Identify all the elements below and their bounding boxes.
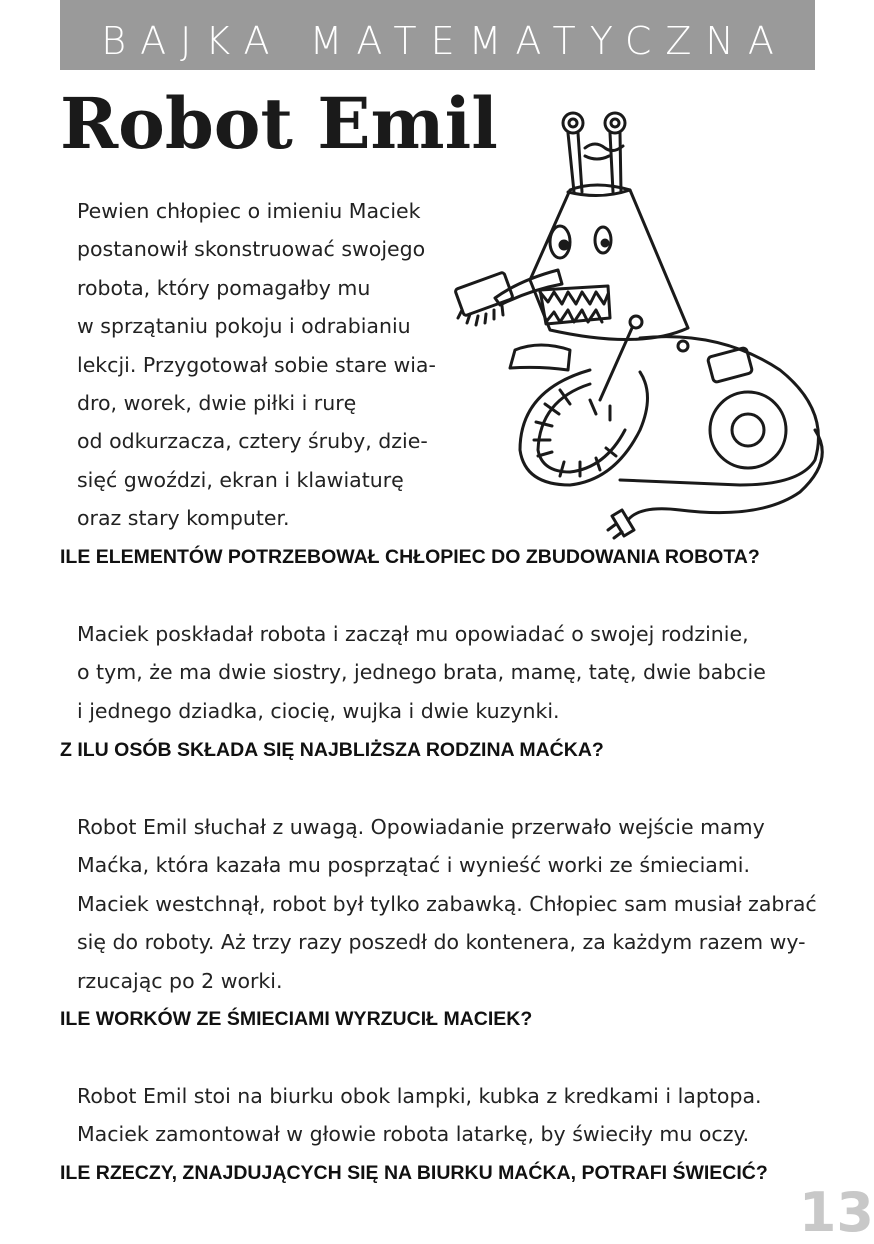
page-number: 13 <box>798 1181 874 1244</box>
text-line: dro, worek, dwie piłki i rurę <box>77 391 357 416</box>
story-paragraph-4 <box>77 1077 762 1154</box>
question-4: ILE RZECZY, ZNAJDUJĄCYCH SIĘ NA BIURKU MAĆKA, POTRAFI ŚWIECIĆ? <box>60 1162 768 1184</box>
story-paragraph-1 <box>77 192 436 538</box>
text-line: w sprzątaniu pokoju i odrabianiu <box>77 314 411 339</box>
text-line: o tym, że ma dwie siostry, jednego brata, mamę, tatę, dwie babcie <box>77 660 766 685</box>
text-line: postanowił skonstruować swojego <box>77 237 426 262</box>
story-title: Robot Emil <box>60 82 498 165</box>
text-line: i jednego dziadka, ciocię, wujka i dwie kuzynki. <box>77 698 560 723</box>
text-line: Pewien chłopiec o imieniu Maciek <box>77 199 421 223</box>
text-line: się do roboty. Aż trzy razy poszedł do kontenera, za każdym razem wy- <box>77 930 806 955</box>
robot-illustration-icon <box>440 100 840 540</box>
text-line: Maćka, która kazała mu posprzątać i wynieść worki ze śmieciami. <box>77 853 751 878</box>
text-line: Maciek zamontował w głowie robota latarkę, by świeciły mu oczy. <box>77 1122 750 1147</box>
text-line: od odkurzacza, cztery śruby, dzie- <box>77 429 428 454</box>
text-line: Robot Emil stoi na biurku obok lampki, kubka z kredkami i laptopa. <box>77 1084 762 1108</box>
question-3: ILE WORKÓW ZE ŚMIECIAMI WYRZUCIŁ MACIEK? <box>60 1008 533 1030</box>
text-line: robota, który pomagałby mu <box>77 275 371 300</box>
text-line: lekcji. Przygotował sobie stare wia- <box>77 352 436 377</box>
text-line: oraz stary komputer. <box>77 506 290 531</box>
text-line: Robot Emil słuchał z uwagą. Opowiadanie przerwało wejście mamy <box>77 815 765 839</box>
section-title: BAJKA MATEMATYCZNA <box>101 19 788 63</box>
story-paragraph-2 <box>77 615 766 730</box>
question-1: ILE ELEMENTÓW POTRZEBOWAŁ CHŁOPIEC DO ZBUDOWANIA ROBOTA? <box>60 546 760 568</box>
text-line: rzucając po 2 worki. <box>77 968 283 993</box>
text-line: Maciek poskładał robota i zaczął mu opowiadać o swojej rodzinie, <box>77 622 749 646</box>
story-paragraph-3 <box>77 808 817 1000</box>
text-line: sięć gwoździ, ekran i klawiaturę <box>77 467 404 492</box>
text-line: Maciek westchnął, robot był tylko zabawką. Chłopiec sam musiał zabrać <box>77 891 817 916</box>
question-2: Z ILU OSÓB SKŁADA SIĘ NAJBLIŻSZA RODZINA MAĆKA? <box>60 739 604 761</box>
section-header-band <box>60 0 815 70</box>
